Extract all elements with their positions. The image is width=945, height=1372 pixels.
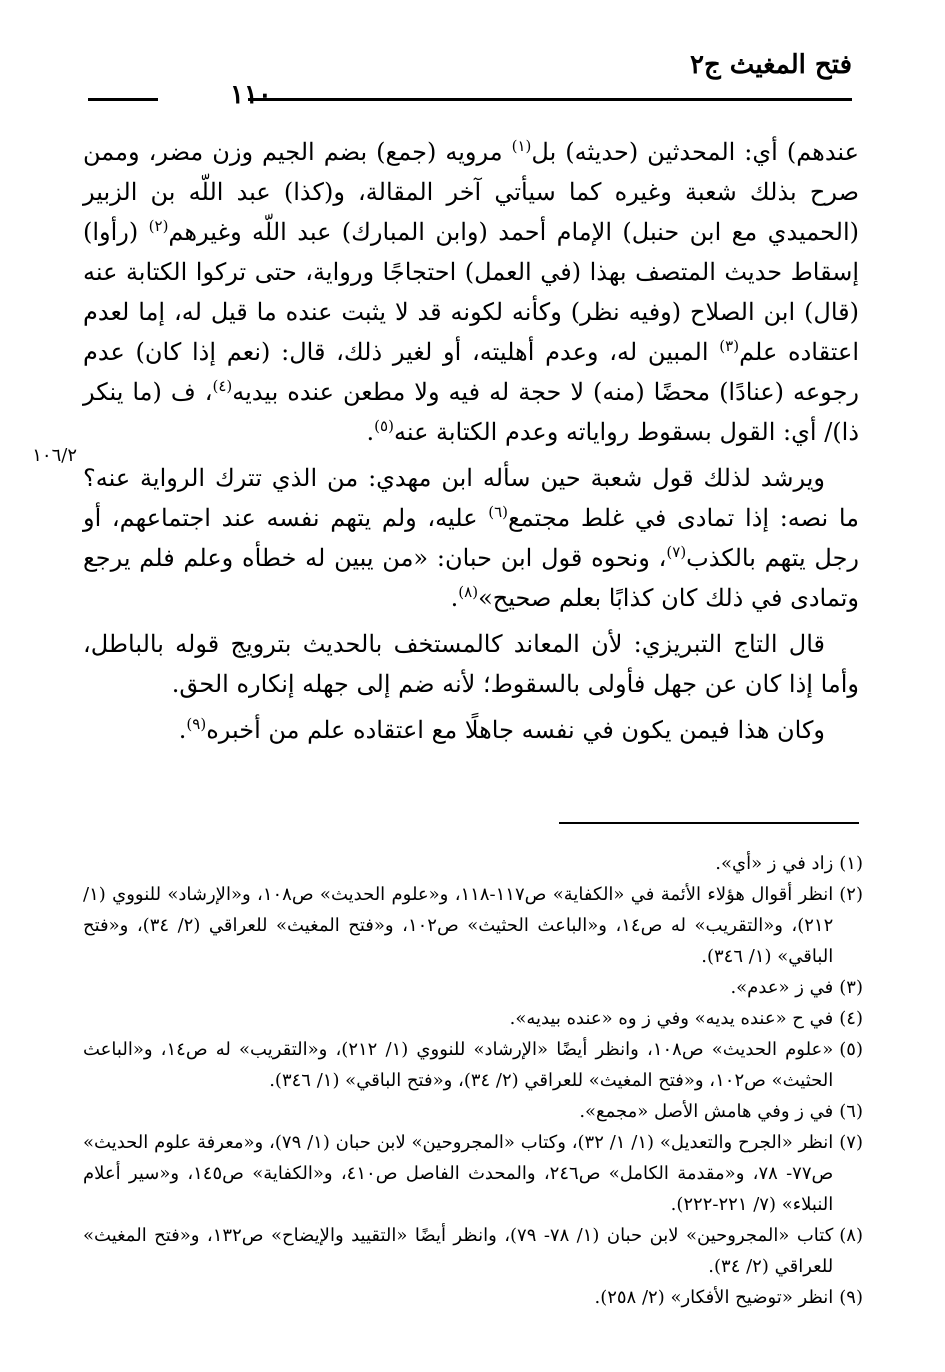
header-rule: [248, 98, 852, 101]
main-text: [83, 132, 859, 756]
footnote: [83, 1096, 863, 1127]
margin-reference: ١٠٦/٢: [32, 445, 77, 466]
footnote-text: «علوم الحديث» ص١٠٨، وانظر أيضًا «الإرشاد» للنووي (١/ ٢١٢)، و«التقريب» له ص١٤، و«الباعث الحثيث» ص١٠٢، و«فتح المغيث» للعراقي (٢/ ٣٤)، و«فتح الباقي» (١/ ٣٤٦).: [83, 1039, 834, 1091]
text-run: وكان هذا فيمن يكون في نفسه جاهلًا مع اعتقاده علم من أخبره: [206, 716, 825, 744]
footnote-number: (٣): [839, 977, 863, 998]
footnote: [83, 848, 863, 879]
text-run: مرويه (جمع) بضم الجيم وزن مضر، وممن صرح بذلك شعبة وغيره كما سيأتي آخر المقالة، و(كذا) عبد اللّه بن الزبير (الحميدي مع ابن حنبل) الإمام أحمد (وابن المبارك) عبد اللّه وغيرهم: [83, 138, 860, 246]
footnote: [83, 1034, 863, 1096]
paragraph-2: [83, 458, 859, 618]
footnote-ref: (٩): [186, 715, 207, 733]
footnote-ref: (٤): [212, 377, 233, 395]
footnote-number: (٥): [839, 1039, 863, 1060]
footnote-number: (١): [839, 853, 863, 874]
footnote-number: (٢): [839, 884, 863, 905]
footnote-number: (٦): [839, 1101, 863, 1122]
footnote-number: (٤): [839, 1008, 863, 1029]
footnote-separator: [559, 822, 859, 824]
footnote: [83, 1003, 863, 1034]
footnote-text: كتاب «المجروحين» لابن حبان (١/ ٧٨- ٧٩)، وانظر أيضًا «التقييد والإيضاح» ص١٣٢، و«فتح المغيث» للعراقي (٢/ ٣٤).: [83, 1225, 834, 1277]
footnote-text: انظر أقوال هؤلاء الأئمة في «الكفاية» ص١١٧-١١٨، و«علوم الحديث» ص١٠٨، و«الإرشاد» للنووي (١/ ٢١٢)، و«التقريب» له ص١٤، و«الباعث الحثيث» ص١٠٢، و«فتح المغيث» للعراقي (٢/ ٣٤)، و«فتح الباقي» (١/ ٣٤٦).: [83, 884, 834, 967]
footnote-number: (٩): [839, 1287, 863, 1308]
text-run: ، ونحوه قول ابن حبان: «من يبين له خطأه وعلم فلم يرجع وتمادى في ذلك كان كذابًا بعلم صحيح»: [83, 544, 859, 612]
footnote-text: في ز «عدم».: [730, 977, 834, 998]
text-run: ويرشد لذلك قول شعبة حين سأله ابن مهدي: من الذي تترك الرواية عنه؟ ما نصه: إذا تمادى في غلط مجتمع: [83, 464, 860, 532]
text-run: عليه، ولم يتهم نفسه عند اجتماعهم، أو رجل يتهم بالكذب: [83, 504, 859, 572]
footnote: [83, 1282, 863, 1313]
footnote-ref: (١): [511, 137, 532, 155]
footnote-text: انظر «توضيح الأفكار» (٢/ ٢٥٨).: [594, 1287, 834, 1308]
text-run: ، ف (ما ينكر ذا)/ أي: القول بسقوط رواياته وعدم الكتابة عنه: [83, 378, 859, 446]
text-run: .: [366, 418, 375, 446]
footnote-ref: (٣): [719, 337, 740, 355]
text-run: .: [178, 716, 187, 744]
footnotes: [83, 848, 863, 1313]
footnote-text: في ح «عنده يديه» وفي ز وه «عنده بيديه».: [509, 1008, 834, 1029]
footnote: [83, 1127, 863, 1220]
footnote: [83, 1220, 863, 1282]
footnote-number: (٧): [839, 1132, 863, 1153]
footnote-ref: (٧): [666, 543, 687, 561]
text-run: المبين له، وعدم أهليته، أو لغير ذلك، قال: (نعم إذا كان) عدم رجوعه (عنادًا) محضًا (منه) لا حجة له فيه ولا مطعن عنده بيديه: [83, 338, 859, 406]
footnote-text: في ز وفي هامش الأصل «مجمع».: [579, 1101, 834, 1122]
text-run: عندهم) أي: المحدثين (حديثه) بل: [531, 138, 859, 166]
page-header: [88, 50, 852, 108]
paragraph-4: [83, 710, 859, 750]
footnote: [83, 972, 863, 1003]
running-title: فتح المغيث ج٢: [689, 50, 852, 80]
header-rule: [88, 98, 158, 101]
footnote-ref: (٥): [374, 417, 394, 435]
text-run: (رأوا) إسقاط حديث المتصف بهذا (في العمل) احتجاجًا ورواية، حتى تركوا الكتابة عنه (قال) ابن الصلاح (وفيه نظر) وكأنه لكونه قد لا يثبت عنده ما قيل له، إما لعدم اعتقاده علم: [83, 218, 859, 366]
page-number: ١١٠: [230, 80, 272, 110]
footnote-number: (٨): [839, 1225, 863, 1246]
paragraph-1: [83, 132, 859, 452]
footnote-text: انظر «الجرح والتعديل» (١/ ١/ ٣٢)، وكتاب «المجروحين» لابن حبان (١/ ٧٩)، و«معرفة علوم الحديث» ص٧٧- ٧٨، و«مقدمة الكامل» ص٢٤٦، والمحدث الفاصل ص٤١٠، و«الكفاية» ص١٤٥، و«سير أعلام النبلاء» (٧/ ٢٢١-٢٢٢).: [83, 1132, 834, 1215]
footnote-ref: (٨): [458, 583, 479, 601]
footnote: [83, 879, 863, 972]
footnote-ref: (٢): [148, 217, 169, 235]
footnote-text: زاد في ز «أي».: [715, 853, 834, 874]
paragraph-3: قال التاج التبريزي: لأن المعاند كالمستخف بالحديث بترويج قوله بالباطل، وأما إذا كان عن جهل فأولى بالسقوط؛ لأنه ضم إلى جهله إنكاره الحق.: [83, 630, 859, 698]
text-run: .: [450, 584, 459, 612]
footnote-ref: (٦): [488, 503, 508, 521]
